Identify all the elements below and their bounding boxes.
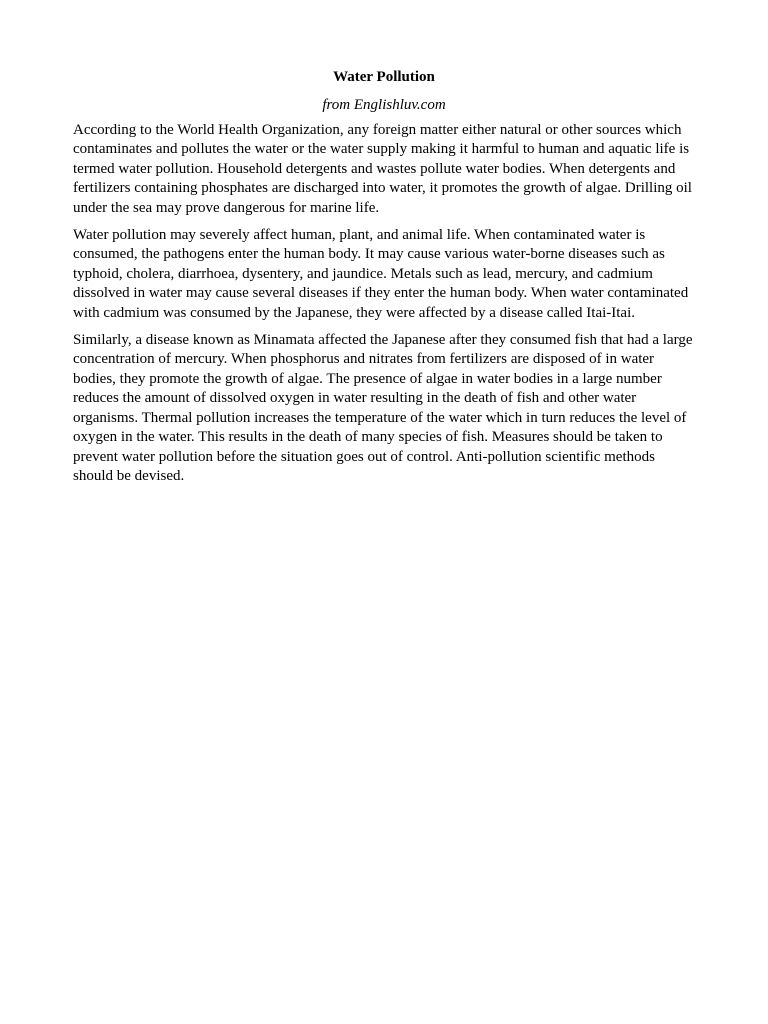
paragraph-1: According to the World Health Organization, any foreign matter either natural or other sources which contaminates and pollutes the water or the water supply making it harmful to human and aquatic life is termed water pollution. Household detergents and wastes pollute water bodies. When detergents and fertilizers containing phosphates are discharged into water, it promotes the growth of algae. Drilling oil under the sea may prove dangerous for marine life. (73, 122, 692, 216)
document-source: from Englishluv.com (322, 97, 446, 113)
paragraph-3: Similarly, a disease known as Minamata affected the Japanese after they consumed fish that had a large concentration of mercury. When phosphorus and nitrates from fertilizers are disposed of in water bodies, they promote the growth of algae. The presence of algae in water bodies in a large number reduces the amount of dissolved oxygen in water resulting in the death of fish and other water organisms. Thermal pollution increases the temperature of the water which in turn reduces the level of oxygen in the water. This results in the death of many species of fish. Measures should be taken to prevent water pollution before the situation goes out of control. Anti-pollution scientific methods should be devised. (73, 332, 693, 484)
document-title: Water Pollution (333, 69, 435, 85)
paragraph-2: Water pollution may severely affect human, plant, and animal life. When contaminated water is consumed, the pathogens enter the human body. It may cause various water-borne diseases such as typhoid, cholera, diarrhoea, dysentery, and jaundice. Metals such as lead, mercury, and cadmium dissolved in water may cause several diseases if they enter the human body. When water contaminated with cadmium was consumed by the Japanese, they were affected by a disease called Itai-Itai. (73, 227, 689, 321)
